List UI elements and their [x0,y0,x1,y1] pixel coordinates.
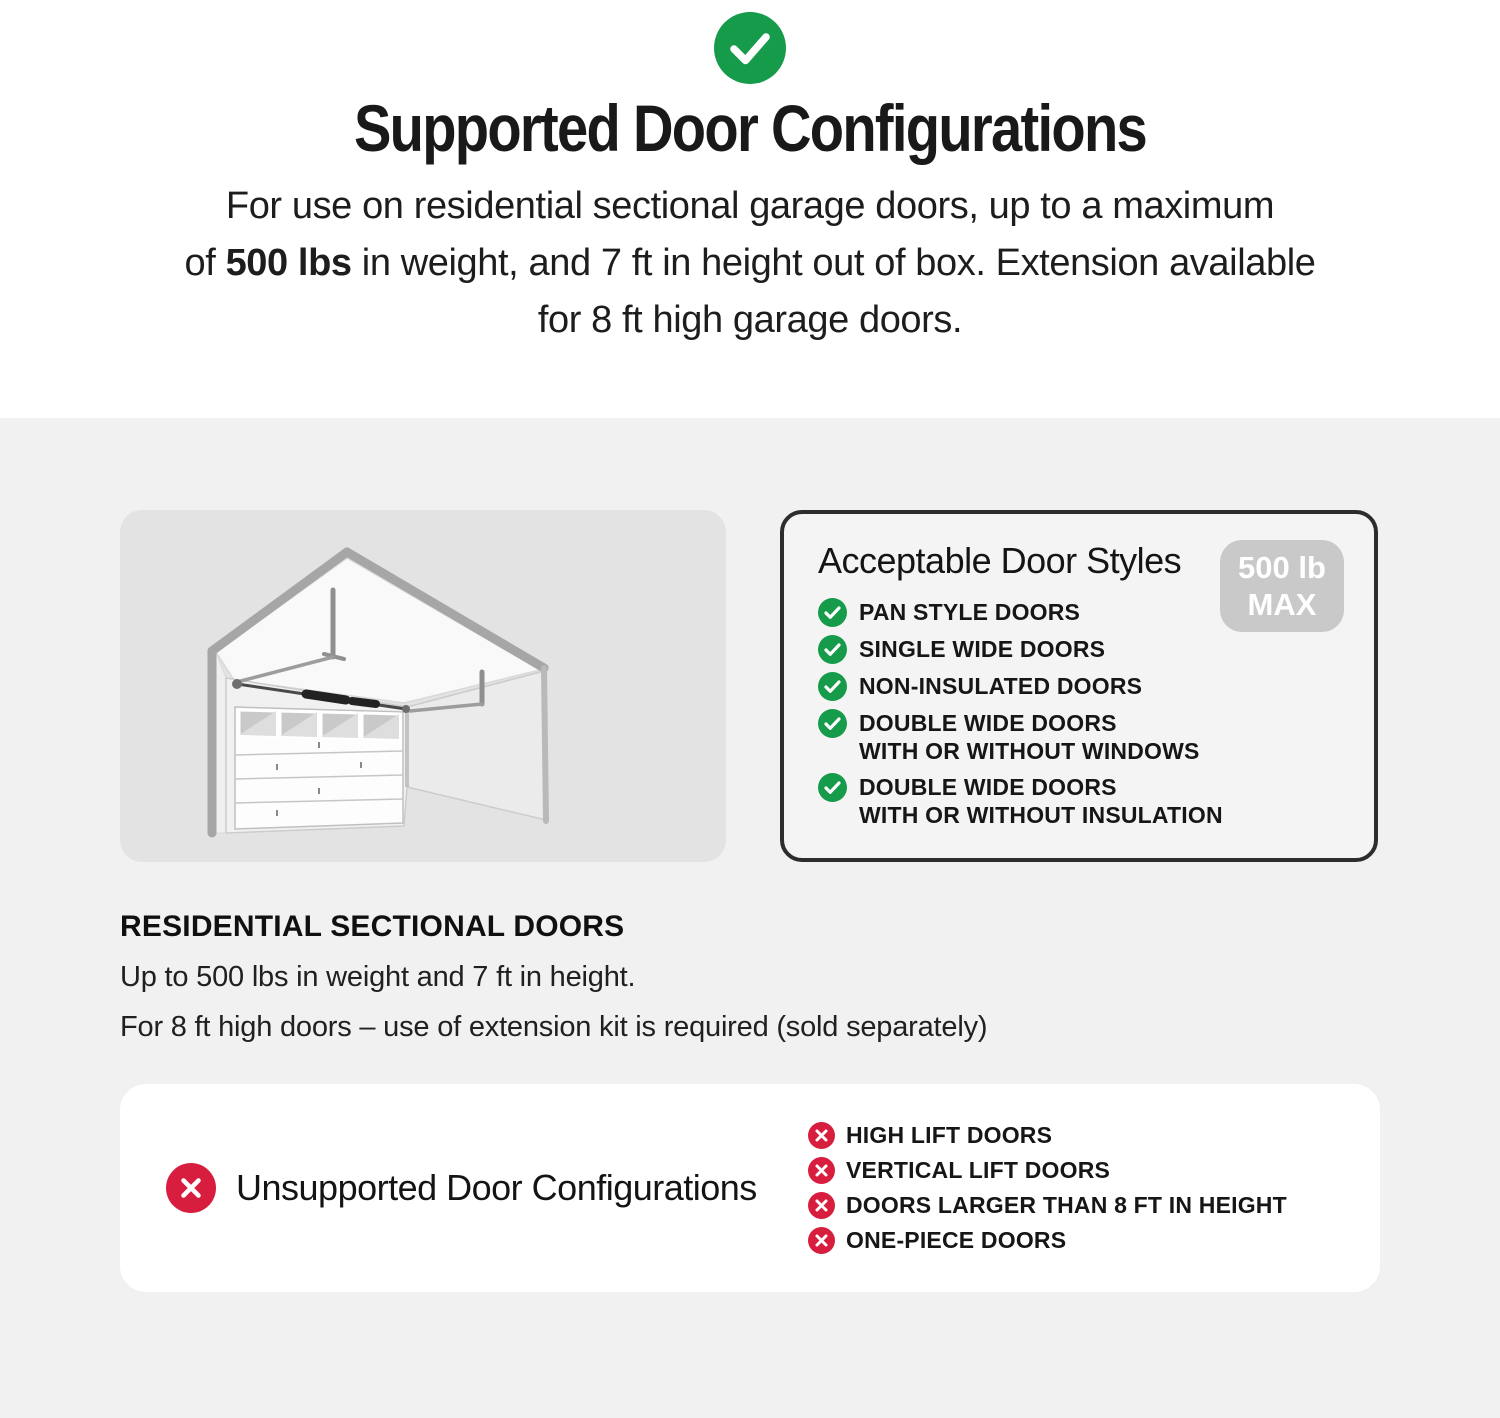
check-circle-icon [818,635,847,664]
item-label: NON-INSULATED DOORS [859,673,1143,699]
check-circle-icon [818,598,847,627]
unsupported-list [808,1118,1364,1258]
x-circle-icon [166,1163,216,1213]
list-item [818,635,1340,664]
badge-weight: 500 lb [1238,550,1326,585]
item-sublabel: WITH OR WITHOUT WINDOWS [859,738,1200,764]
list-item [808,1188,1364,1223]
list-item [818,709,1340,765]
check-circle-icon [818,709,847,738]
item-label: HIGH LIFT DOORS [846,1122,1053,1148]
item-label: DOUBLE WIDE DOORS [859,710,1117,736]
residential-doors-block [120,910,1380,1044]
unsupported-card-header [166,1163,808,1213]
residential-line-2: For 8 ft high doors – use of extension kit is required (sold separately) [120,1011,988,1043]
intro-text [0,178,1500,349]
list-item [818,773,1340,829]
check-circle-icon [714,12,786,84]
intro-line-2: of 500 lbs in weight, and 7 ft in height out of box. Extension available [184,242,1316,284]
list-item [808,1223,1364,1258]
acceptable-card-title: Acceptable Door Styles [818,540,1182,581]
item-label: PAN STYLE DOORS [859,599,1081,625]
badge-max: MAX [1247,587,1317,622]
list-item [808,1118,1364,1153]
garage-illustration-box [120,510,726,862]
header-section [0,0,1500,418]
item-sublabel: WITH OR WITHOUT INSULATION [859,802,1223,828]
weight-limit-badge [1220,540,1344,632]
list-item [818,672,1340,701]
item-label: SINGLE WIDE DOORS [859,636,1106,662]
x-circle-icon [808,1122,835,1149]
acceptable-list [818,598,1340,829]
x-circle-icon [808,1157,835,1184]
residential-heading: RESIDENTIAL SECTIONAL DOORS [120,910,625,943]
list-item [808,1153,1364,1188]
details-section [0,418,1500,1418]
x-circle-icon [808,1192,835,1219]
illustration-and-styles-row [120,510,1380,862]
unsupported-card-title: Unsupported Door Configurations [236,1167,757,1208]
intro-line-1: For use on residential sectional garage doors, up to a maximum [225,185,1275,227]
item-label: DOUBLE WIDE DOORS [859,774,1117,800]
residential-line-1: Up to 500 lbs in weight and 7 ft in height. [120,961,636,993]
item-label: ONE-PIECE DOORS [846,1227,1067,1253]
item-label: VERTICAL LIFT DOORS [846,1157,1111,1183]
acceptable-door-styles-card [780,510,1378,862]
item-label: DOORS LARGER THAN 8 FT IN HEIGHT [846,1192,1287,1218]
x-circle-icon [808,1227,835,1254]
page-title: Supported Door Configurations [353,91,1147,165]
intro-bold-weight: 500 lbs [225,242,352,284]
garage-interior-illustration [120,510,726,862]
check-circle-icon [818,773,847,802]
unsupported-configurations-card [120,1084,1380,1292]
check-circle-icon [818,672,847,701]
intro-line-3: for 8 ft high garage doors. [537,299,963,341]
